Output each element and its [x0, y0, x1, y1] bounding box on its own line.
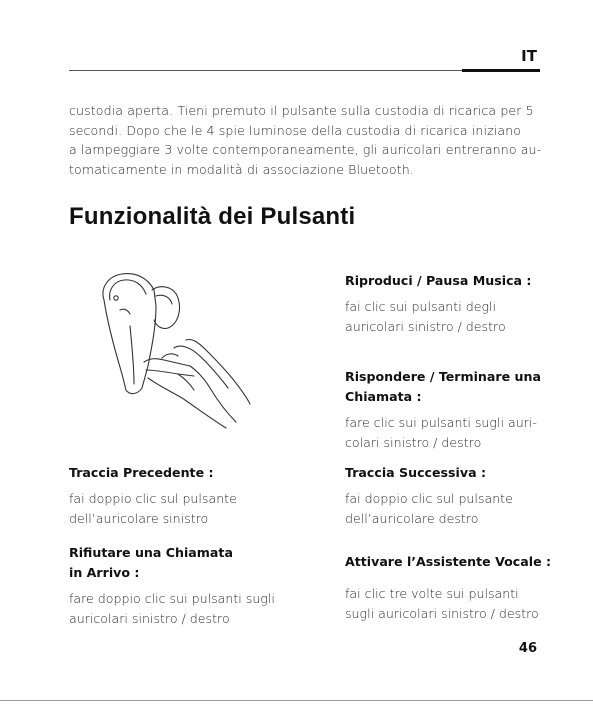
section-title: Funzionalità dei Pulsanti — [69, 203, 356, 230]
page-number: 46 — [518, 641, 537, 656]
feature-description: fare clic sui pulsanti sugli auri- colari sinistro / destro — [345, 415, 537, 450]
intro-line: secondi. Dopo che le 4 spie luminose della custodia di ricarica iniziano — [69, 122, 522, 138]
intro-line: custodia aperta. Tieni premuto il pulsante sulla custodia di ricarica per 5 — [69, 103, 534, 118]
feature-title: Traccia Successiva : — [345, 465, 486, 480]
feature-play-pause — [345, 271, 531, 336]
page-edge-rule — [0, 700, 593, 701]
intro-line: tomaticamente in modalità di associazione Bluetooth. — [69, 161, 414, 177]
feature-voice-assistant — [345, 552, 551, 623]
intro-paragraph — [69, 101, 544, 179]
feature-reject-call — [69, 543, 275, 628]
feature-title: Traccia Precedente : — [69, 465, 214, 480]
feature-next-track — [345, 463, 513, 528]
feature-title: Rifiutare una Chiamata in Arrivo : — [69, 545, 233, 580]
feature-description: fare doppio clic sui pulsanti sugli auricolari sinistro / destro — [69, 591, 275, 626]
feature-description: fai clic tre volte sui pulsanti sugli auricolari sinistro / destro — [345, 586, 539, 621]
feature-description: fai doppio clic sul pulsante dell’auricolare sinistro — [69, 491, 237, 526]
feature-title: Attivare l’Assistente Vocale : — [345, 554, 552, 569]
feature-answer-end-call — [345, 367, 541, 452]
earbud-touch-illustration — [86, 266, 266, 440]
header-rule — [69, 70, 462, 71]
header-rule-accent — [462, 69, 540, 72]
feature-title: Riproduci / Pausa Musica : — [345, 273, 532, 288]
feature-previous-track — [69, 463, 237, 528]
feature-description: fai doppio clic sul pulsante dell’auricolare destro — [345, 491, 513, 526]
feature-title: Rispondere / Terminare una Chiamata : — [345, 369, 541, 404]
intro-line: a lampeggiare 3 volte contemporaneamente, gli auricolari entreranno au- — [69, 142, 542, 158]
feature-description: fai clic sui pulsanti degli auricolari sinistro / destro — [345, 299, 506, 334]
language-code: IT — [521, 47, 537, 65]
